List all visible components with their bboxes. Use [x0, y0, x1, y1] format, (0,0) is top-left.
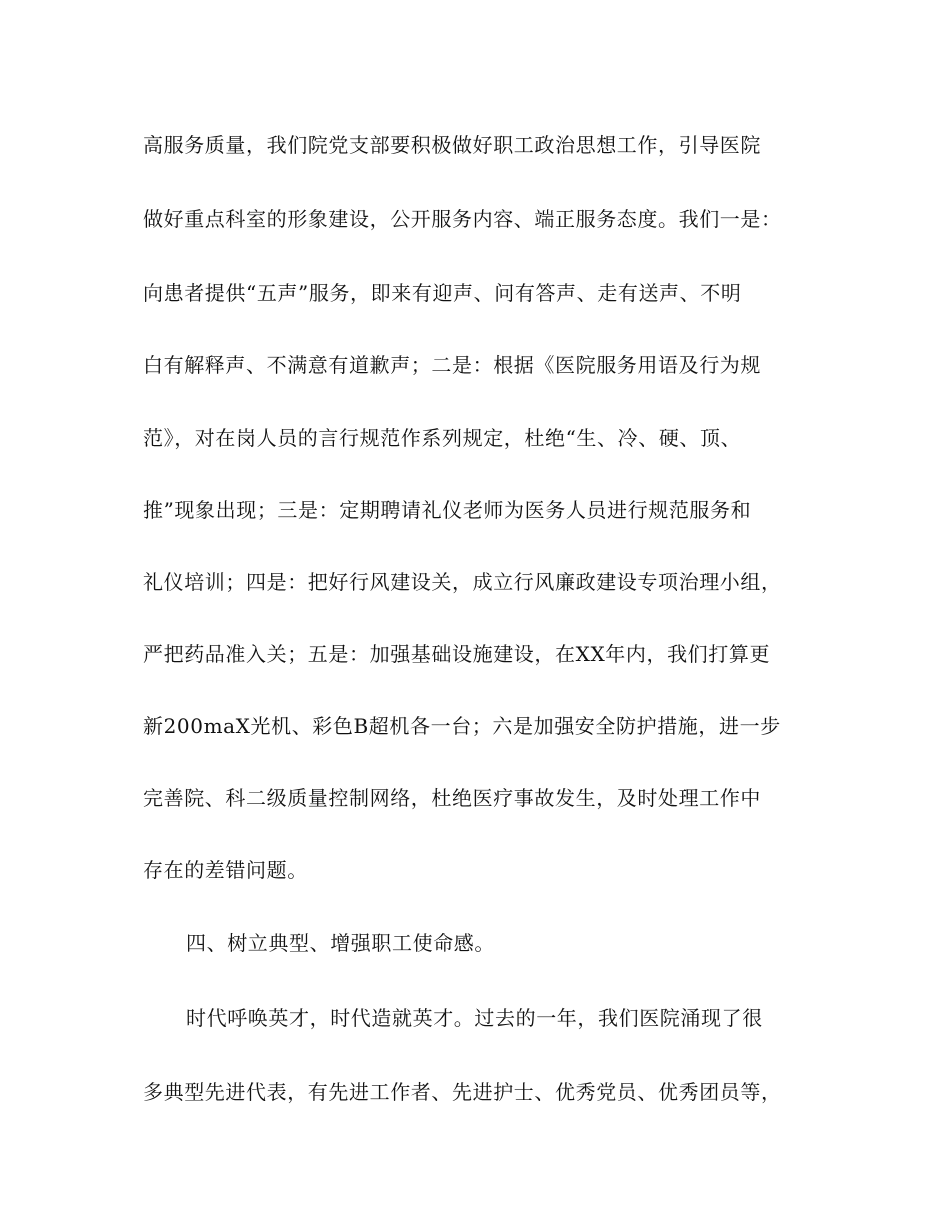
paragraph-line: 存在的差错问题。: [143, 858, 308, 882]
paragraph-line: 完善院、科二级质量控制网络，杜绝医疗事故发生，及时处理工作中: [143, 786, 761, 810]
paragraph-line: 推”现象出现；三是：定期聘请礼仪老师为医务人员进行规范服务和: [143, 498, 752, 522]
paragraph-line: 向患者提供“五声”服务，即来有迎声、问有答声、走有送声、不明: [143, 281, 742, 305]
paragraph-line: 多典型先进代表，有先进工作者、先进护士、优秀党员、优秀团员等，: [143, 1080, 782, 1104]
paragraph-line: 白有解释声、不满意有道歉声；二是：根据《医院服务用语及行为规: [143, 353, 761, 377]
paragraph-line: 严把药品准入关；五是：加强基础设施建设，在XX年内，我们打算更: [143, 642, 771, 666]
paragraph-line: 高服务质量，我们院党支部要积极做好职工政治思想工作，引导医院: [143, 133, 761, 157]
section-heading: 四、树立典型、增强职工使命感。: [186, 931, 495, 955]
paragraph-line: 时代呼唤英才，时代造就英才。过去的一年，我们医院涌现了很: [186, 1006, 763, 1030]
paragraph-line: 新200maX光机、彩色B超机各一台；六是加强安全防护措施，进一步: [143, 714, 781, 738]
paragraph-line: 礼仪培训；四是：把好行风建设关，成立行风廉政建设专项治理小组，: [143, 570, 782, 594]
paragraph-line: 做好重点科室的形象建设，公开服务内容、端正服务态度。我们一是：: [143, 207, 782, 231]
paragraph-line: 范》，对在岗人员的言行规范作系列规定，杜绝“生、冷、硬、顶、: [143, 426, 742, 450]
